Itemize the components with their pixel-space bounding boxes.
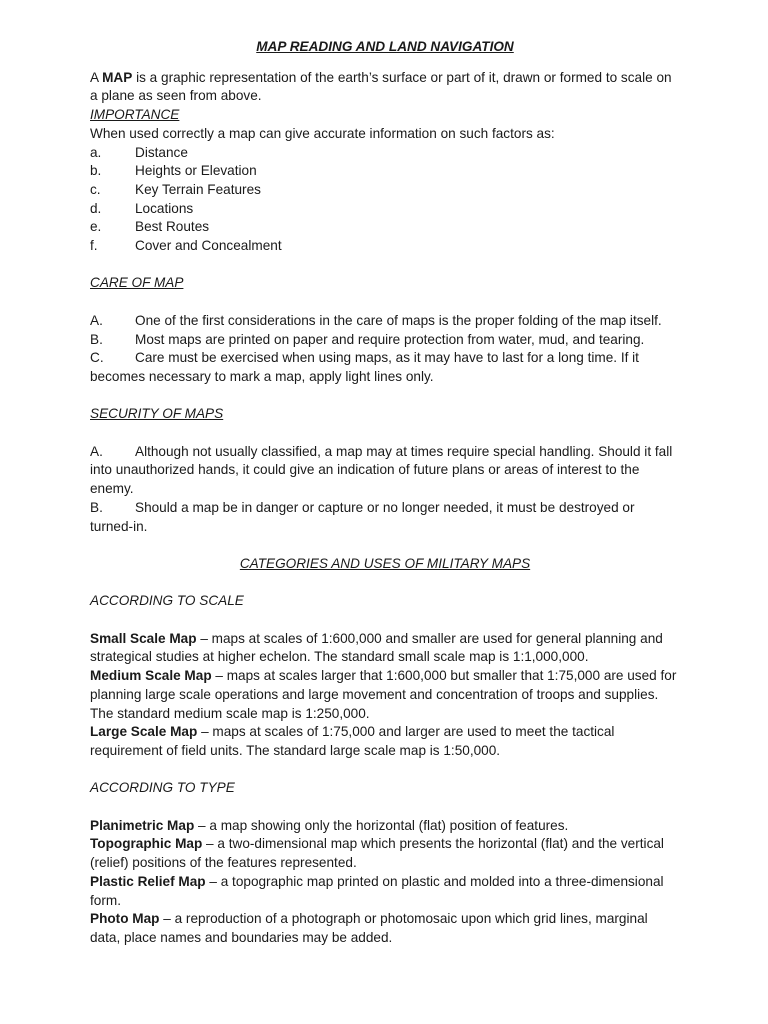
definition-text: – maps at scales of 1:600,000 and smaller are used for general planning and strategical studies at higher echelon. The standard small scale map is 1:1,000,000. [90,630,663,665]
item-text: Should a map be in danger or capture or no longer needed, it must be destroyed or turned-in. [90,499,635,534]
spacer [90,536,680,555]
definition-text: – a topographic map printed on plastic and molded into a three-dimensional form. [90,873,664,908]
importance-lead: When used correctly a map can give accurate information on such factors as: [90,125,555,141]
security-heading: SECURITY OF MAPS [90,406,224,422]
definition-text: – a map showing only the horizontal (flat) position of features. [194,817,569,833]
categories-heading: CATEGORIES AND USES OF MILITARY MAPS [239,555,531,571]
security-item [90,499,680,536]
care-item [90,312,680,331]
spacer [90,424,680,443]
spacer [90,574,680,593]
definition-item [90,835,680,872]
list-marker: b. [90,163,102,179]
intro-term: MAP [102,69,133,85]
item-marker: C. [90,350,104,366]
spacer [90,798,680,817]
definition-term: Plastic Relief Map [90,873,206,889]
spacer [90,387,680,406]
definition-text: – maps at scales larger that 1:600,000 but smaller that 1:75,000 are used for planning large scale operations and large movement and concentration of troops and supplies. The standard medium scale map is 1:250,000. [90,668,677,721]
list-text: Key Terrain Features [135,181,261,197]
security-list [90,443,680,537]
list-item [90,218,680,237]
list-item [90,200,680,219]
list-marker: f. [90,238,98,254]
document-page [90,38,680,948]
definition-term: Photo Map [90,911,160,927]
list-marker: a. [90,144,102,160]
definition-item [90,667,680,723]
item-marker: A. [90,443,103,459]
security-item [90,443,680,499]
care-list [90,312,680,387]
item-text: One of the first considerations in the care of maps is the proper folding of the map itself. [135,312,662,328]
type-list [90,817,680,948]
intro-text: is a graphic representation of the earth’s surface or part of it, drawn or formed to scale on a plane as seen from above. [90,69,672,104]
list-marker: c. [90,181,101,197]
list-item [90,144,680,163]
spacer [90,256,680,275]
definition-term: Large Scale Map [90,724,198,740]
type-heading: ACCORDING TO TYPE [90,780,235,796]
list-text: Distance [135,144,188,160]
list-item [90,237,680,256]
list-item [90,162,680,181]
list-marker: d. [90,200,102,216]
definition-term: Topographic Map [90,836,203,852]
care-heading: CARE OF MAP [90,275,184,291]
importance-list [90,144,680,256]
spacer [90,611,680,630]
spacer [90,293,680,312]
definition-term: Small Scale Map [90,630,197,646]
definition-item [90,723,680,760]
care-item [90,331,680,350]
scale-heading: ACCORDING TO SCALE [90,593,244,609]
importance-heading: IMPORTANCE [90,107,180,123]
definition-text: – a two-dimensional map which presents the horizontal (flat) and the vertical (relief) positions of the features represented. [90,836,664,871]
intro-prefix: A [90,69,103,85]
list-text: Heights or Elevation [135,163,257,179]
definition-term: Planimetric Map [90,817,195,833]
item-text: Most maps are printed on paper and require protection from water, mud, and tearing. [135,331,645,347]
definition-item [90,630,680,667]
intro-paragraph [90,69,680,106]
item-marker: B. [90,331,103,347]
list-marker: e. [90,219,102,235]
list-text: Locations [135,200,194,216]
item-text: Although not usually classified, a map may at times require special handling. Should it fall into unauthorized hands, it could give an indication of future plans or areas of interest to the enemy. [90,443,673,497]
definition-item [90,873,680,910]
item-text: Care must be exercised when using maps, as it may have to last for a long time. If it becomes necessary to mark a map, apply light lines only. [90,350,639,384]
definition-text: – a reproduction of a photograph or photomosaic upon which grid lines, marginal data, place names and boundaries may be added. [90,911,648,945]
definition-item [90,817,680,836]
spacer [90,761,680,780]
document-title: MAP READING AND LAND NAVIGATION [256,39,514,54]
item-marker: B. [90,499,103,515]
definition-term: Medium Scale Map [90,668,212,684]
scale-list [90,630,680,761]
care-item [90,349,680,386]
list-item [90,181,680,200]
list-text: Best Routes [135,219,210,235]
definition-text: – maps at scales of 1:75,000 and larger are used to meet the tactical requirement of field units. The standard large scale map is 1:50,000. [90,724,615,758]
item-marker: A. [90,312,103,328]
list-text: Cover and Concealment [135,238,282,254]
definition-item [90,910,680,947]
